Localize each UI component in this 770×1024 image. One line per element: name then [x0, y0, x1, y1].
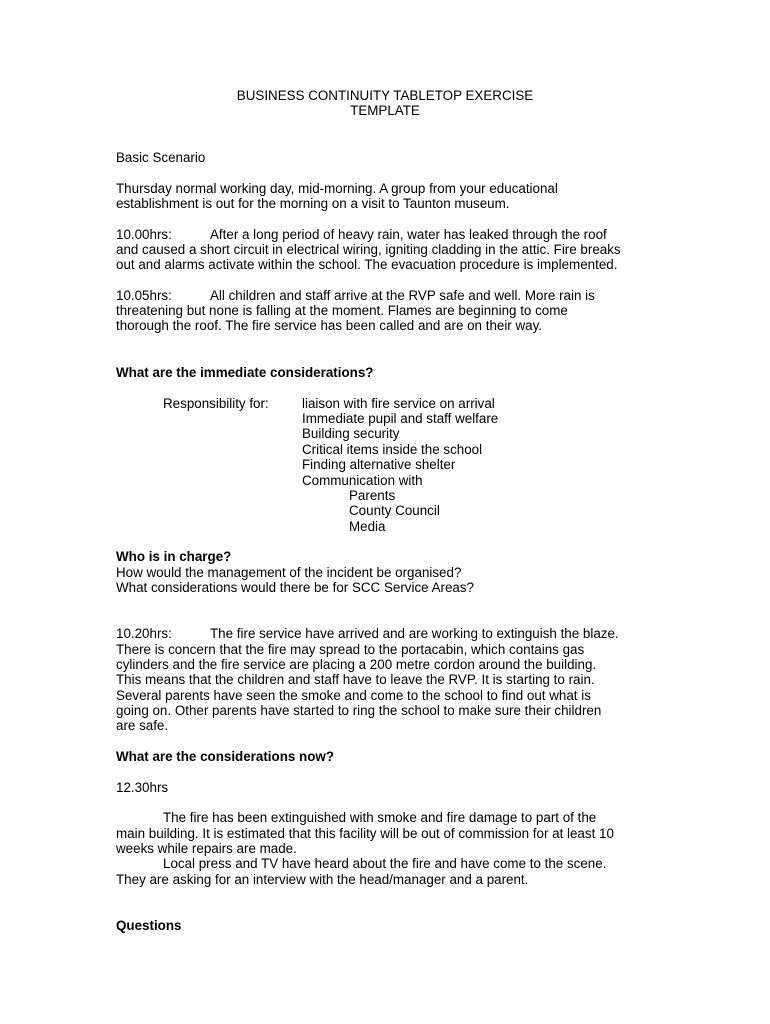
document-title-line1: BUSINESS CONTINUITY TABLETOP EXERCISE	[236, 88, 534, 103]
scenario-intro-line: Thursday normal working day, mid-morning. A group from your educational	[116, 181, 558, 196]
event-1230-line: The fire has been extinguished with smoke and fire damage to part of the	[163, 810, 597, 825]
event-1020-line: Several parents have seen the smoke and come to the school to find out what is	[116, 688, 591, 703]
event-1230-line: They are asking for an interview with the head/manager and a parent.	[116, 872, 529, 887]
event-1005-line: threatening but none is falling at the moment. Flames are beginning to come	[116, 303, 568, 318]
in-charge-line: How would the management of the incident be organised?	[116, 565, 462, 580]
event-1020-time: 10.20hrs:	[116, 626, 172, 641]
responsibility-item: Building security	[302, 426, 400, 441]
responsibility-item: Communication with	[302, 473, 423, 488]
event-1230-line: Local press and TV have heard about the fire and have come to the scene.	[163, 856, 607, 871]
event-1005-line	[116, 288, 595, 303]
considerations-now-heading: What are the considerations now?	[116, 749, 334, 764]
responsibility-item: Critical items inside the school	[302, 442, 483, 457]
event-1020-line: are safe.	[116, 718, 169, 733]
in-charge-line: What considerations would there be for SCC Service Areas?	[116, 580, 475, 595]
document-title-line2: TEMPLATE	[350, 103, 420, 118]
event-1005-text: All children and staff arrive at the RVP safe and well. More rain is	[210, 288, 595, 303]
event-1000-time: 10.00hrs:	[116, 227, 172, 242]
event-1020-line: This means that the children and staff have to leave the RVP. It is starting to rain.	[116, 672, 595, 687]
communication-item: County Council	[349, 503, 440, 518]
event-1000-line	[116, 227, 607, 242]
questions-heading: Questions	[116, 918, 182, 933]
communication-item: Media	[349, 519, 386, 534]
in-charge-heading: Who is in charge?	[116, 549, 232, 564]
event-1020-line: cylinders and the fire service are placing a 200 metre cordon around the building.	[116, 657, 597, 672]
scenario-intro-line: establishment is out for the morning on a visit to Taunton museum.	[116, 196, 510, 211]
event-1230-line: main building. It is estimated that this facility will be out of commission for at least 10	[116, 826, 614, 841]
event-1005-time: 10.05hrs:	[116, 288, 172, 303]
immediate-considerations-heading: What are the immediate considerations?	[116, 365, 374, 380]
responsibility-label: Responsibility for:	[163, 396, 269, 411]
event-1230-time: 12.30hrs	[116, 780, 169, 795]
event-1000-line: out and alarms activate within the school. The evacuation procedure is implemented.	[116, 257, 618, 272]
event-1005-line: thorough the roof. The fire service has been called and are on their way.	[116, 318, 543, 333]
event-1020-line: There is concern that the fire may spread to the portacabin, which contains gas	[116, 642, 585, 657]
event-1230-line: weeks while repairs are made.	[116, 841, 297, 856]
responsibility-item: Finding alternative shelter	[302, 457, 456, 472]
responsibility-item: Immediate pupil and staff welfare	[302, 411, 499, 426]
event-1020-line	[116, 626, 619, 641]
event-1020-line: going on. Other parents have started to ring the school to make sure their children	[116, 703, 602, 718]
responsibility-item: liaison with fire service on arrival	[302, 396, 495, 411]
event-1020-text: The fire service have arrived and are working to extinguish the blaze.	[210, 626, 619, 641]
event-1000-line: and caused a short circuit in electrical wiring, igniting cladding in the attic. Fire breaks	[116, 242, 621, 257]
communication-item: Parents	[349, 488, 396, 503]
basic-scenario-heading: Basic Scenario	[116, 150, 206, 165]
event-1000-text: After a long period of heavy rain, water has leaked through the roof	[210, 227, 607, 242]
